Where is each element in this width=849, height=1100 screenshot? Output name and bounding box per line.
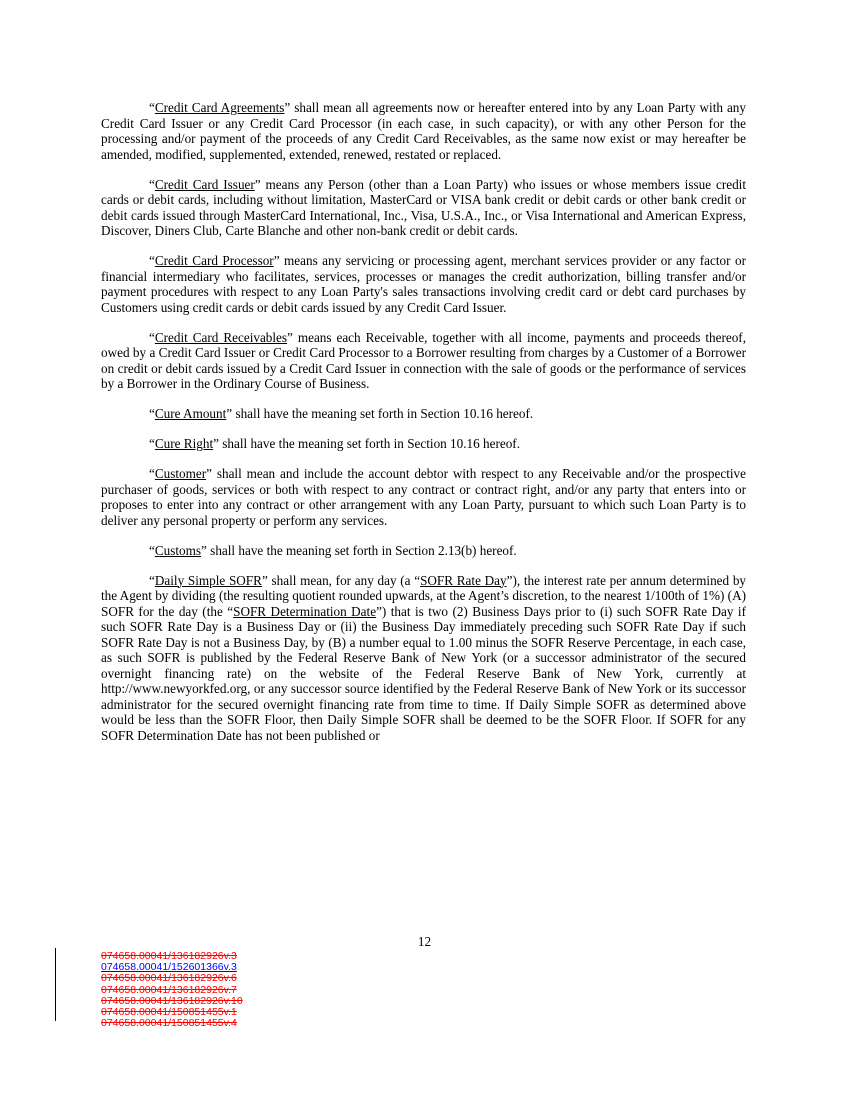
- open-quote: “: [149, 406, 155, 421]
- definition-text: ” means any Person (other than a Loan Party) who issues or whose members issue credit cards or debit cards, including without limitation, MasterCard or VISA bank credit or debit cards or other bank credit or debit cards issued through MasterCard International, Inc., Visa, U.S.A., Inc., or Visa International and American Express, Discover, Diners Club, Carte Blanche and other non-bank credit or debit cards.: [101, 176, 746, 238]
- defined-term: Credit Card Receivables: [154, 329, 288, 345]
- open-quote: “: [149, 176, 155, 192]
- defined-term: Credit Card Issuer: [154, 176, 255, 192]
- docid-current: 074658.00041/152601366v.3: [101, 961, 237, 974]
- definition-credit-card-processor: [101, 253, 746, 315]
- definition-text: ” means any servicing or processing agent, merchant services provider or any factor or financial intermediary who facilitates, services, processes or manages the credit authorization, billing transfer and/or payment procedures with respect to any Loan Party's sales transactions involving credit card or debt card purchases by Customers using credit cards or debit cards issued by any Credit Card Issuer.: [101, 253, 746, 315]
- definition-text: ”) that is two (2) Business Days prior to (i) such SOFR Rate Day if such SOFR Rate Day is a Business Day or (ii) the Business Day immediately preceding such SOFR Rate Day if such SOFR Rate Day is not a Business Day, by (B) a number equal to 1.00 minus the SOFR Reserve Percentage, in each case, as such SOFR is published by the Federal Reserve Bank of New York (or a successor administrator of the secured overnight financing rate) on the website of the Federal Reserve Bank of New York, currently at http://www.newyorkfed.org, or any successor source identified by the Federal Reserve Bank of New York or its successor administrator for the secured overnight financing rate from time to time. If Daily Simple SOFR as determined above would be less than the SOFR Floor, then Daily Simple SOFR shall be deemed to be the SOFR Floor. If SOFR for any SOFR Determination Date has not been published or: [101, 603, 746, 743]
- open-quote: “: [149, 329, 155, 345]
- definition-customer: [101, 466, 746, 528]
- open-quote: “: [149, 542, 155, 558]
- definition-text: ” shall have the meaning set forth in Section 10.16 hereof.: [213, 436, 520, 451]
- defined-term-sofr-determination-date: SOFR Determination Date: [233, 603, 377, 619]
- definitions-body: [101, 100, 746, 758]
- document-id-footer: [101, 951, 243, 1029]
- definition-cure-right: [101, 436, 746, 452]
- definition-text: ” shall have the meaning set forth in Section 10.16 hereof.: [226, 406, 534, 421]
- defined-term-sofr-rate-day: SOFR Rate Day: [420, 572, 507, 588]
- definition-text: ” shall mean, for any day (a “: [261, 572, 421, 588]
- docid-deleted: 074658.00041/136182926v.7: [101, 983, 237, 996]
- definition-credit-card-issuer: [101, 177, 746, 239]
- definition-text: ” shall have the meaning set forth in Section 2.13(b) hereof.: [201, 542, 517, 558]
- defined-term: Customer: [154, 466, 207, 481]
- defined-term: Customs: [154, 542, 202, 558]
- defined-term: Cure Amount: [154, 406, 227, 421]
- docid-deleted: 074658.00041/136182926v.6: [101, 972, 237, 985]
- defined-term: Daily Simple SOFR: [154, 572, 262, 588]
- definition-cure-amount: [101, 406, 746, 422]
- definition-daily-simple-sofr: [101, 573, 746, 744]
- open-quote: “: [149, 436, 155, 451]
- definition-credit-card-agreements: [101, 100, 746, 162]
- page-number: 12: [417, 934, 432, 949]
- docid-deleted: 074658.00041/150851455v.1: [101, 1006, 237, 1019]
- definition-text: ” shall mean and include the account debtor with respect to any Receivable and/or the prospective purchaser of goods, services or both with respect to any contract or contract right, and/or any party that enters into or proposes to enter into any contract or other arrangement with any Loan Party, pursuant to which such Loan Party is to deliver any personal property or perform any services.: [101, 466, 746, 528]
- defined-term: Credit Card Agreements: [154, 100, 285, 115]
- definition-text: ” means each Receivable, together with all income, payments and proceeds thereof, owed by a Credit Card Issuer or Credit Card Processor to a Borrower resulting from charges by a Customer of a Borrower on credit or debit cards issued by a Credit Card Issuer in connection with the sale of goods or the performance of services by a Borrower in the Ordinary Course of Business.: [101, 329, 746, 391]
- open-quote: “: [149, 572, 155, 588]
- definition-text: ”), the interest rate per annum determined by the Agent by dividing (the resulting quotient rounded upwards, at the Agent’s discretion, to the nearest 1/100th of 1%) (A) SOFR for the day (the “: [101, 572, 747, 619]
- open-quote: “: [149, 253, 155, 268]
- docid-deleted: 074658.00041/136182926v.10: [101, 994, 243, 1007]
- definition-customs: [101, 543, 746, 559]
- docid-deleted: 074658.00041/136182926v.3: [101, 950, 237, 962]
- revision-margin-bar: [55, 948, 56, 1021]
- defined-term: Cure Right: [154, 436, 214, 451]
- docid-deleted: 074658.00041/150851455v.4: [101, 1017, 237, 1030]
- definition-text: ” shall mean all agreements now or hereafter entered into by any Loan Party with any Credit Card Issuer or any Credit Card Processor (in each case, in such capacity), or with any other Person for the processing and/or payment of the proceeds of any Credit Card Receivables, as the same now exist or may hereafter be amended, modified, supplemented, extended, renewed, restated or replaced.: [101, 100, 746, 162]
- defined-term: Credit Card Processor: [154, 253, 274, 268]
- open-quote: “: [149, 100, 155, 115]
- open-quote: “: [149, 466, 155, 481]
- definition-credit-card-receivables: [101, 330, 746, 392]
